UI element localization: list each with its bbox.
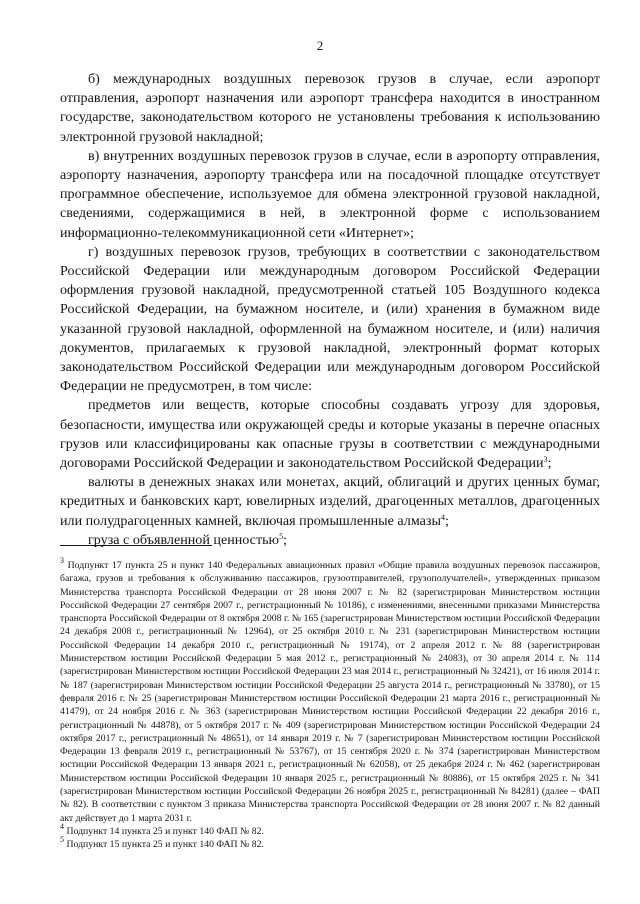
footnote-4 bbox=[60, 821, 600, 838]
footnote-ref: 5 bbox=[279, 531, 284, 541]
footnote-number: 3 bbox=[60, 556, 64, 565]
footnote-number: 4 bbox=[60, 821, 64, 831]
footnote-ref: 4 bbox=[440, 512, 445, 522]
footnote-separator bbox=[60, 545, 212, 546]
paragraph-g: г) воздушных перевозок грузов, требующих в соответствии с законодательством Российской Федерации или международным договором Российской Федерации оформления грузовой накладной, предусмотренной статьей 105 Воздушного кодекса Российской Федерации, на бумажном носителе, и (или) хранения в бумажном виде указанной грузовой накладной, оформленной на бумажном носителе, и (или) наличия документов, прилагаемых к грузовой накладной, электронный формат которых законодательством Российской Федерации или международным договором Российской Федерации не предусмотрен, в том числе: bbox=[60, 243, 600, 395]
footnote-number: 5 bbox=[60, 835, 64, 845]
footnotes bbox=[60, 556, 601, 852]
list-item-end: ; bbox=[547, 455, 552, 472]
footnote-5 bbox=[60, 835, 600, 851]
list-item-text: груза с объявленной ценностью bbox=[88, 531, 280, 548]
main-text bbox=[60, 70, 600, 550]
list-item-end: ; bbox=[283, 531, 287, 548]
paragraph-b: б) международных воздушных перевозок грузов в случае, если аэропорт отправления, аэропорт назначения или аэропорт трансфера находится в иностранном государстве, законодательством которого не установлены требования к использованию электронной грузовой накладной; bbox=[60, 71, 600, 145]
list-item-valuables bbox=[60, 473, 600, 531]
list-item-end: ; bbox=[444, 512, 449, 529]
list-item-dangerous-goods bbox=[60, 396, 600, 473]
list-item-declared-value bbox=[60, 531, 600, 550]
page-number: 2 bbox=[316, 38, 324, 53]
list-item-text: предметов или веществ, которые способны создавать угрозу для здоровья, безопасности, имущества или окружающей среды и которые указаны в перечне опасных грузов или классифицированы как опасные грузы в соответствии с международными договорами Российской Федерации и законодательством Российской Федерации bbox=[60, 397, 600, 472]
paragraph-v: в) внутренних воздушных перевозок грузов в случае, если в аэропорту отправления, аэропорту назначения, аэропорту трансфера или на посадочной площадке отсутствует программное обеспечение, используемое для обмена электронной грузовой накладной, сведениями, содержащимися в ней, в электронной форме с использованием информационно-телекоммуникационной сети «Интернет»; bbox=[60, 147, 600, 241]
footnote-3 bbox=[60, 556, 601, 825]
footnote-text: Подпункт 14 пункта 25 и пункт 140 ФАП № 82. bbox=[66, 825, 264, 837]
footnote-text: Подпункт 17 пункта 25 и пункт 140 Федеральных авиационных правил «Общие правила воздушных перевозок пассажиров, багажа, грузов и требования к обслуживанию пассажиров, грузоотправителей, грузополучателей», утвержденных приказом Министерства транспорта Российской Федерации от 28 июня 2007 г. № 82 (зарегистрирован Министерством юстиции Российской Федерации 27 сентября 2007 г., регистрационный № 10186), с изменениями, внесенными приказами Министерства транспорта Российской Федерации от 8 октября 2008 г. № 165 (зарегистрирован Министерством юстиции Российской Федерации 24 декабря 2008 г., регистрационный № 12964), от 25 октября 2010 г. № 231 (зарегистрирован Министерством юстиции Российской Федерации 14 декабря 2010 г., регистрационный № 19174), от 2 апреля 2012 г. № 88 (зарегистрирован Министерством юстиции Российской Федерации 5 мая 2012 г., регистрационный № 24083), от 30 апреля 2014 г. № 114 (зарегистрирован Министерством юстиции Российской Федерации 23 мая 2014 г., регистрационный № 32421), от 16 июля 2014 г. № 187 (зарегистрирован Министерством юстиции Российской Федерации 25 августа 2014 г., регистрационный № 33780), от 15 февраля 2016 г. № 25 (зарегистрирован Министерством юстиции Российской Федерации 21 марта 2016 г., регистрационный № 41479), от 24 ноября 2016 г. № 363 (зарегистрирован Министерством юстиции Российской Федерации 22 декабря 2016 г., регистрационный № 44878), от 5 октября 2017 г. № 409 (зарегистрирован Министерством юстиции Российской Федерации 24 октября 2017 г., регистрационный № 48651), от 14 января 2019 г. № 7 (зарегистрирован Министерством юстиции Российской Федерации 13 февраля 2019 г., регистрационный № 53767), от 15 сентября 2020 г. № 374 (зарегистрирован Министерством юстиции Российской Федерации 13 января 2021 г., регистрационный № 62058), от 25 декабря 2024 г. № 462 (зарегистрирован Министерством юстиции Российской Федерации 10 января 2025 г., регистрационный № 80886), от 15 октября 2025 г. № 341 (зарегистрирован Министерством юстиции Российской Федерации 26 ноября 2025 г., регистрационный № 84281) (далее – ФАП № 82). В соответствии с пунктом 3 приказа Министерства транспорта Российской Федерации от 28 июня 2007 г. № 82 данный акт действует до 1 марта 2031 г. bbox=[60, 560, 601, 824]
list-item-text: валюты в денежных знаках или монетах, акций, облигаций и других ценных бумаг, кредитных и банковских карт, ювелирных изделий, драгоценных металлов, драгоценных или полудрагоценных камней, включая промышленные алмазы bbox=[60, 474, 600, 529]
footnote-text: Подпункт 15 пункта 25 и пункт 140 ФАП № 82. bbox=[66, 839, 264, 851]
footnote-ref: 3 bbox=[543, 455, 548, 465]
